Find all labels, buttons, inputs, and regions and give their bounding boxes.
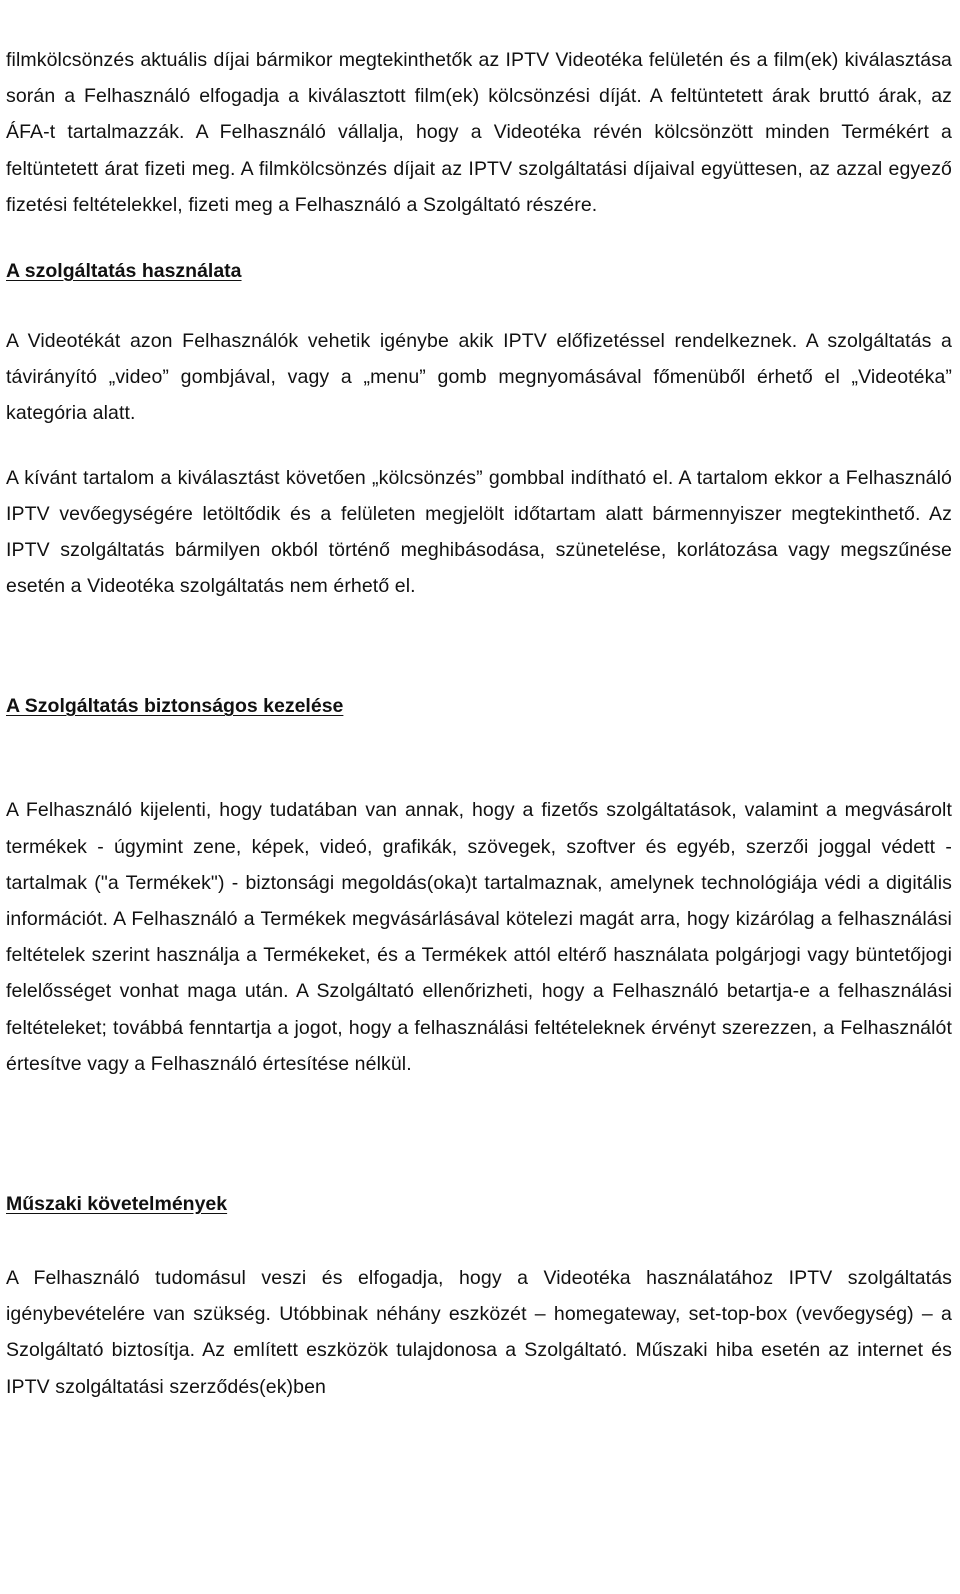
technical-paragraph: A Felhasználó tudomásul veszi és elfogadja, hogy a Videotéka használatához IPTV szolgáltatás igénybevételére van szükség. Utóbbinak néhány eszközét – homegateway, set-top-box (vevőegység) – a Szolgáltató biztosítja. Az említett eszközök tulajdonosa a Szolgáltató. Műszaki hiba esetén az internet és IPTV szolgáltatási szerződés(ek)ben <box>6 1267 952 1398</box>
security-heading: A Szolgáltatás biztonságos kezelése <box>6 695 344 718</box>
usage-paragraph-2: A kívánt tartalom a kiválasztást követően „kölcsönzés” gombbal indítható el. A tartalom ekkor a Felhasználó IPTV vevőegységére letöltődik és a felületen megjelölt időtartam alatt bármennyiszer megtekinthető. Az IPTV szolgáltatás bármilyen okból történő meghibásodása, szünetelése, korlátozása vagy megszűnése esetén a Videotéka szolgáltatás nem érhető el. <box>6 466 952 598</box>
technical-heading: Műszaki követelmények <box>6 1193 228 1216</box>
usage-heading: A szolgáltatás használata <box>6 260 242 283</box>
intro-paragraph: filmkölcsönzés aktuális díjai bármikor megtekinthetők az IPTV Videotéka felületén és a film(ek) kiválasztása során a Felhasználó elfogadja a kiválasztott film(ek) kölcsönzési díját. A feltüntetett árak bruttó árak, az ÁFA-t tartalmazzák. A Felhasználó vállalja, hogy a Videotéka révén kölcsönzött minden Termékért a feltüntetett árat fizeti meg. A filmkölcsönzés díjait az IPTV szolgáltatási díjaival együttesen, az azzal egyező fizetési feltételekkel, fizeti meg a Felhasználó a Szolgáltató részére. <box>6 49 952 216</box>
document-page <box>6 42 952 1405</box>
usage-paragraph-1: A Videotékát azon Felhasználók vehetik igénybe akik IPTV előfizetéssel rendelkeznek. A szolgáltatás a távirányító „video” gombjával, vagy a „menu” gomb megnyomásával főmenüből érhető el „Videotéka” kategória alatt. <box>6 330 952 425</box>
security-paragraph: A Felhasználó kijelenti, hogy tudatában van annak, hogy a fizetős szolgáltatások, valamint a megvásárolt termékek - úgymint zene, képek, videó, grafikák, szövegek, szoftver és egyéb, szerzői joggal védett - tartalmak ("a Termékek") - biztonsági megoldás(oka)t tartalmaznak, amelynek technológiája védi a digitális információt. A Felhasználó a Termékek megvásárlásával kötelezi magát arra, hogy kizárólag a felhasználási feltételek szerint használja a Termékeket, és a Termékek attól eltérő használata polgárjogi vagy büntetőjogi felelősséget vonhat maga után. A Szolgáltató ellenőrizheti, hogy a Felhasználó betartja-e a felhasználási feltételeket; továbbá fenntartja a jogot, hogy a felhasználási feltételeknek érvényt szerezzen, a Felhasználót értesítve vagy a Felhasználó értesítése nélkül. <box>6 799 952 1075</box>
